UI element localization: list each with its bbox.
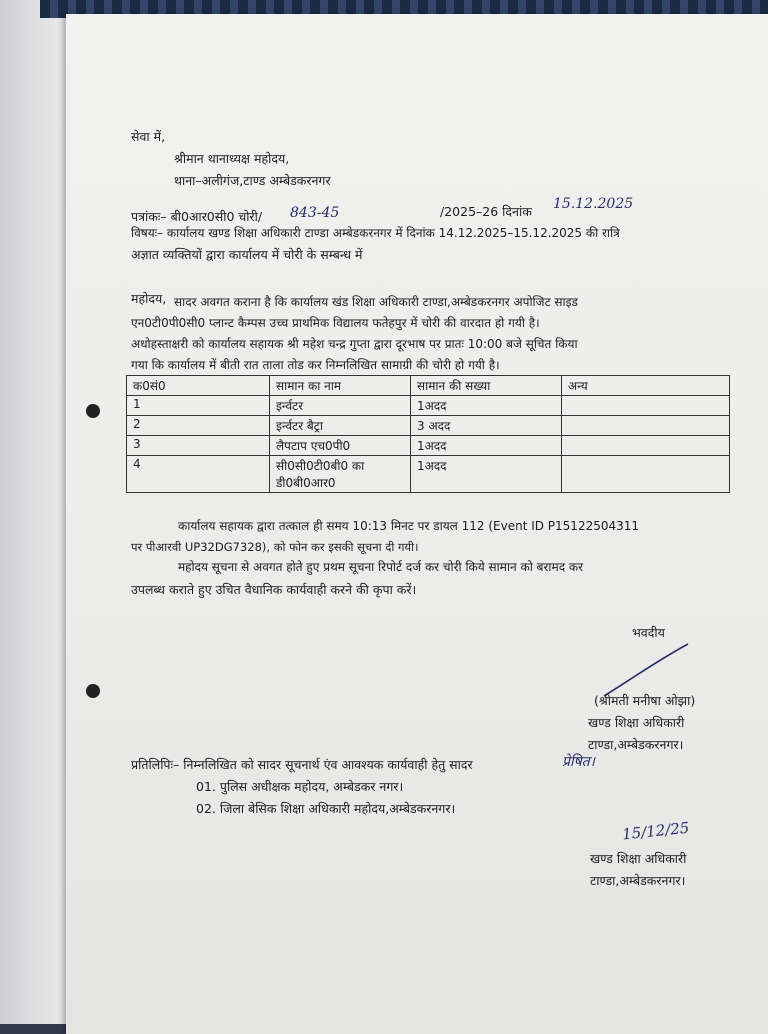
body-paragraph-2-line-2: पर पीआरवी UP32DG7328), को फोन कर इसकी सूचना दी गयी। — [131, 540, 419, 554]
signature-stroke — [600, 640, 692, 700]
footer-designation: खण्ड शिक्षा अधिकारी — [590, 851, 687, 866]
closing-yours: भवदीय — [632, 625, 665, 640]
reference-year-date-label: /2025–26 दिनांक — [440, 204, 532, 219]
salutation: सेवा में, — [131, 129, 166, 144]
footer-date-handwritten: 15/12/25 — [621, 818, 691, 844]
recipient: श्रीमान थानाध्यक्ष महोदय, — [174, 151, 290, 166]
cell-quantity: 3 अदद — [411, 416, 562, 436]
greeting: महोदय, — [131, 291, 167, 306]
signatory-name: (श्रीमती मनीषा ओझा) — [594, 693, 696, 708]
punch-hole — [86, 684, 100, 698]
cell-serial: 1 — [127, 396, 270, 416]
header-item-name: सामान का नाम — [270, 376, 411, 396]
body-paragraph-1 — [131, 292, 578, 376]
reference-date-handwritten: 15.12.2025 — [553, 196, 634, 212]
cell-item: सी0सी0टी0बी0 का डी0बी0आर0 — [270, 456, 411, 493]
body-paragraph-3-line-1: महोदय सूचना से अवगत होते हुए प्रथम सूचना रिपोर्ट दर्ज कर चोरी किये सामान को बरामद कर — [178, 560, 584, 574]
body-paragraph-3-line-2: उपलब्ध कराते हुए उचित वैधानिक कार्यवाही करने की कृपा करें। — [131, 582, 417, 597]
header-other: अन्य — [562, 376, 730, 396]
police-station: थाना–अलीगंज,टाण्ड अम्बेडकरनगर — [174, 173, 331, 188]
table-row — [127, 456, 730, 493]
reference-number-handwritten: 843-45 — [290, 205, 340, 221]
body-line: अधोहस्ताक्षरी को कार्यालय सहायक श्री महेश चन्द्र गुप्ता द्वारा दूरभाष पर प्रातः 10:00 बजे सूचित किया — [131, 337, 578, 351]
cell-other — [562, 416, 730, 436]
header-quantity: सामान की सख्या — [411, 376, 562, 396]
signatory-designation: खण्ड शिक्षा अधिकारी — [588, 715, 685, 730]
signatory-place: टाण्डा,अम्बेडकरनगर। — [588, 737, 684, 752]
body-line: एन0टी0पी0सी0 प्लान्ट कैम्पस उच्च प्राथमिक विद्यालय फतेहपुर में चोरी की वारदात हो गयी है। — [131, 316, 540, 330]
footer-place: टाण्डा,अम्बेडकरनगर। — [590, 873, 686, 888]
body-line: सादर अवगत कराना है कि कार्यालय खंड शिक्षा अधिकारी टाण्डा,अम्बेडकरनगर अपोजिट साइड — [174, 295, 578, 309]
cell-quantity: 1अदद — [411, 396, 562, 416]
subject-line-1: विषयः– कार्यालय खण्ड शिक्षा अधिकारी टाण्डा अम्बेडकरनगर में दिनांक 14.12.2025–15.12.2025 की रात्रि — [131, 226, 620, 240]
table-row — [127, 416, 730, 436]
cell-other — [562, 436, 730, 456]
body-line: गया कि कार्यालय में बीती रात ताला तोड कर निम्नलिखित सामाग्री की चोरी हो गयी है। — [131, 358, 500, 372]
cell-serial: 3 — [127, 436, 270, 456]
copy-item-2: 02. जिला बेसिक शिक्षा अधिकारी महोदय,अम्बेडकरनगर। — [196, 801, 456, 816]
cell-serial: 2 — [127, 416, 270, 436]
table-row — [127, 436, 730, 456]
cell-other — [562, 396, 730, 416]
cell-quantity: 1अदद — [411, 436, 562, 456]
copy-label-handwritten: प्रेषित। — [562, 754, 595, 770]
header-serial: क0सं0 — [127, 376, 270, 396]
cell-quantity: 1अदद — [411, 456, 562, 493]
cell-item: इर्न्वटर — [270, 396, 411, 416]
punch-hole — [86, 404, 100, 418]
cell-other — [562, 456, 730, 493]
table-row — [127, 396, 730, 416]
copy-label: प्रतिलिपिः– निम्नलिखित को सादर सूचनार्थ एंव आवश्यक कार्यवाही हेतु सादर — [131, 757, 473, 772]
body-paragraph-2-line-1: कार्यालय सहायक द्वारा तत्काल ही समय 10:13 मिनट पर डायल 112 (Event ID P15122504311 — [178, 519, 640, 533]
cell-item: लैपटाप एच0पी0 — [270, 436, 411, 456]
reference-label: पत्रांकः– बी0आर0सी0 चोरी/ — [131, 209, 263, 224]
copy-item-1: 01. पुलिस अधीक्षक महोदय, अम्बेडकर नगर। — [196, 779, 404, 794]
cell-serial: 4 — [127, 456, 270, 493]
cell-item: इर्न्वटर बैट्रा — [270, 416, 411, 436]
table-header-row — [127, 376, 730, 396]
subject-line-2: अज्ञात व्यक्तियों द्वारा कार्यालय में चोरी के सम्बन्ध में — [131, 247, 363, 262]
stolen-items-table — [126, 375, 730, 493]
